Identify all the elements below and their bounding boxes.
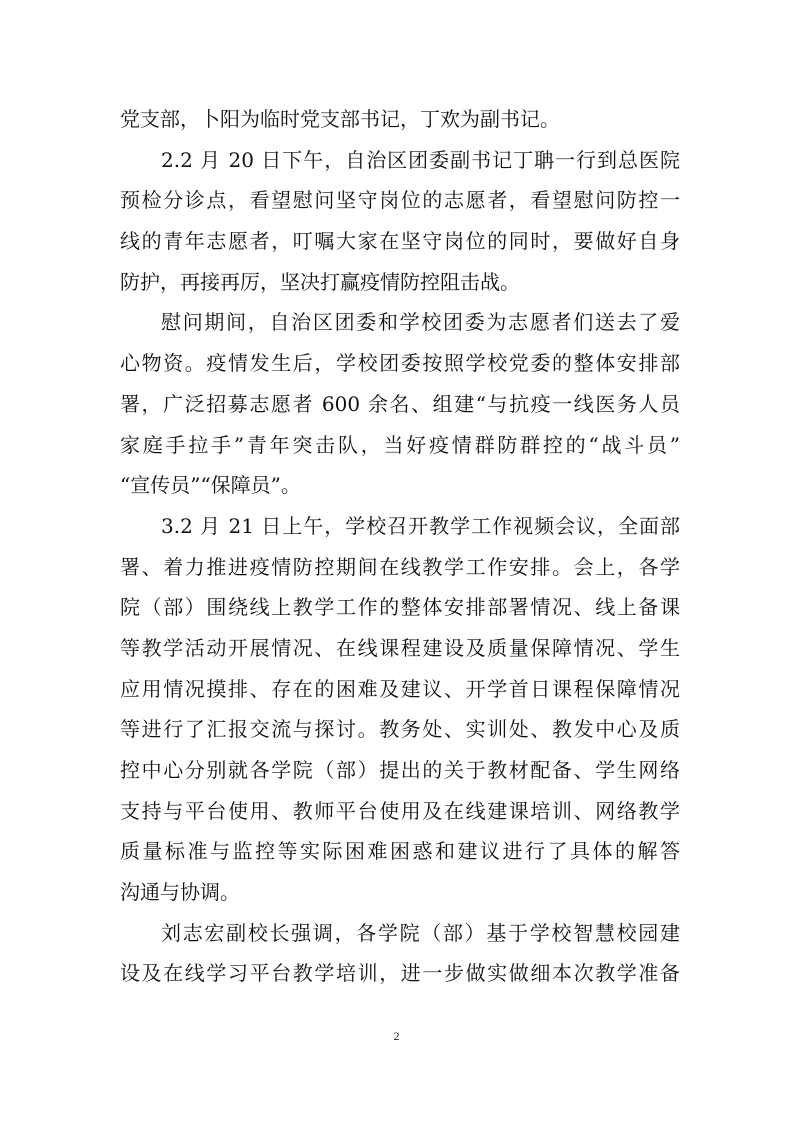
text-line: 沟通与协调。: [120, 880, 240, 905]
text-line: 慰问期间，自治区团委和学校团委为志愿者们送去了爱: [161, 310, 680, 335]
text-line: 支持与平台使用、教师平台使用及在线建课培训、网络教学: [120, 798, 680, 823]
text-line: 心物资。疫情发生后，学校团委按照学校党委的整体安排部: [120, 351, 680, 376]
text-line: 质量标准与监控等实际困难困惑和建议进行了具体的解答: [120, 839, 680, 864]
text-line: 家庭手拉手”青年突击队，当好疫情群防群控的“战斗员”: [120, 432, 680, 457]
text-line: 防护，再接再厉，坚决打赢疫情防控阻击战。: [120, 269, 520, 294]
text-line: 预检分诊点，看望慰问坚守岗位的志愿者，看望慰问防控一: [120, 188, 680, 213]
body-text: [120, 99, 680, 994]
text-line: 3.2 月 21 日上午，学校召开教学工作视频会议，全面部: [161, 513, 680, 538]
text-line: 等进行了汇报交流与探讨。教务处、实训处、教发中心及质: [120, 717, 680, 742]
text-line: 刘志宏副校长强调，各学院（部）基于学校智慧校园建: [161, 920, 680, 945]
text-line: 控中心分别就各学院（部）提出的关于教材配备、学生网络: [120, 758, 680, 782]
text-line: 署、着力推进疫情防控期间在线教学工作安排。会上，各学: [120, 554, 680, 579]
text-line: 线的青年志愿者，叮嘱大家在坚守岗位的同时，要做好自身: [120, 229, 680, 254]
page-number: 2: [393, 1029, 400, 1043]
text-line: 等教学活动开展情况、在线课程建设及质量保障情况、学生: [120, 635, 680, 660]
text-line: 2.2 月 20 日下午，自治区团委副书记丁聃一行到总医院: [161, 147, 680, 172]
text-line: 应用情况摸排、存在的困难及建议、开学首日课程保障情况: [120, 676, 680, 701]
text-line: 设及在线学习平台教学培训，进一步做实做细本次教学准备: [120, 961, 680, 986]
text-line: “宣传员”“保障员”。: [120, 473, 301, 498]
text-line: 党支部，卜阳为临时党支部书记，丁欢为副书记。: [120, 107, 560, 131]
text-line: 署，广泛招募志愿者 600 余名、组建“与抗疫一线医务人员: [120, 391, 680, 416]
text-line: 院（部）围绕线上教学工作的整体安排部署情况、线上备课: [120, 595, 680, 620]
